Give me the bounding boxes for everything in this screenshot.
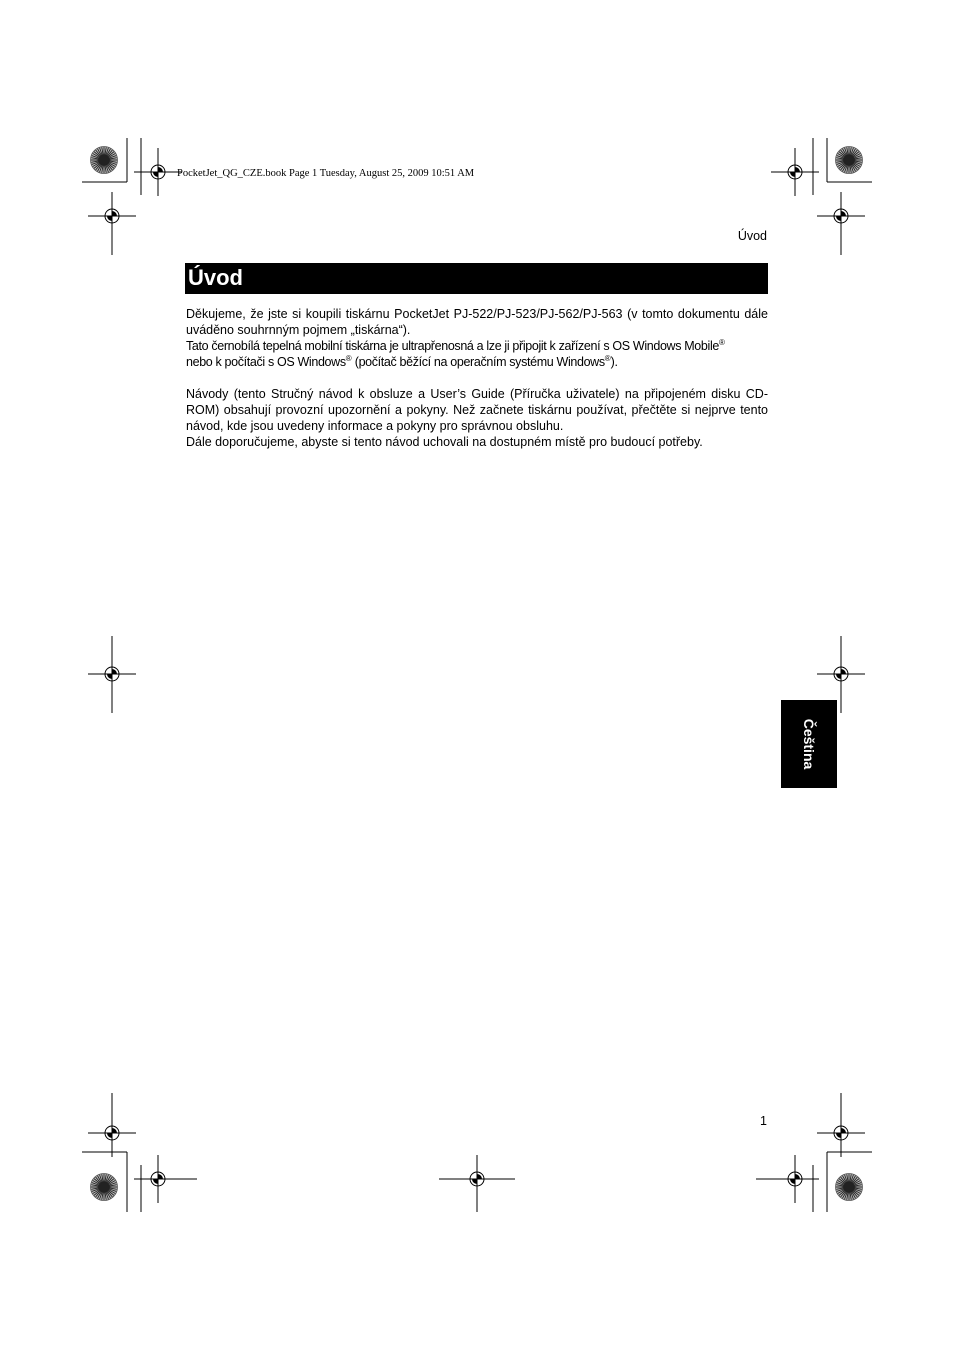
page-title: Úvod [188,265,243,290]
registration-mark-fill [112,211,117,216]
running-head: Úvod [737,229,767,243]
registered-mark: ® [604,354,611,363]
registration-mark-fill [472,1179,477,1184]
intro-sentence-2: Tato černobílá tepelná mobilní tiskárna je ultrapřenosná a lze ji připojit k zařízení s OS Windows Mobile [186,339,719,353]
registration-mark-fill [790,1179,795,1184]
registration-mark-fill [107,1133,112,1138]
intro-sentence-2-cont-b: (počítač běžící na operačním systému Windows [351,355,605,369]
registration-mark-fill [790,172,795,177]
registration-mark-fill [841,669,846,674]
registration-mark-fill [841,211,846,216]
registration-mark-fill [107,216,112,221]
intro-sentence-2-cont: nebo k počítači s OS Windows [186,355,346,369]
registration-mark-fill [158,1174,163,1179]
registration-mark-fill [836,216,841,221]
registration-mark-fill [836,1133,841,1138]
registration-mark-fill [112,1128,117,1133]
registration-mark-fill [153,1179,158,1184]
registration-mark-fill [836,674,841,679]
registration-mark-fill [841,1128,846,1133]
section-title-bar [185,263,768,294]
registration-mark-fill [795,1174,800,1179]
registration-mark-fill [107,674,112,679]
print-header: PocketJet_QG_CZE.book Page 1 Tuesday, August 25, 2009 10:51 AM [177,168,475,179]
registration-mark-fill [158,167,163,172]
registration-mark-fill [477,1174,482,1179]
registration-mark-fill [112,669,117,674]
intro-sentence-2-end: ). [610,355,618,369]
language-tab [781,700,837,788]
registration-mark-fill [795,167,800,172]
body-text [186,306,768,450]
page-number: 1 [760,1114,767,1128]
storage-paragraph: Dále doporučujeme, abyste si tento návod uchovali na dostupném místě pro budoucí potřeby. [186,435,703,449]
language-tab-label: Čeština [801,718,817,770]
intro-sentence-1: Děkujeme, že jste si koupili tiskárnu PocketJet PJ-522/PJ-523/PJ-562/PJ-563 (v tomto dokumentu dále uváděno souhrnným pojmem „tiskárna“). [186,307,768,337]
registered-mark: ® [345,354,352,363]
intro-paragraph [186,306,768,370]
registered-mark: ® [718,338,725,347]
registration-mark-fill [153,172,158,177]
manuals-paragraph: Návody (tento Stručný návod k obsluze a User’s Guide (Příručka uživatele) na připojeném disku CD-ROM) obsahují provozní upozornění a pokyny. Než začnete tiskárnu používat, přečtěte si nejprve tento návod, kde jsou uvedeny informace a pokyny pro správnou obsluhu. [186,387,768,433]
